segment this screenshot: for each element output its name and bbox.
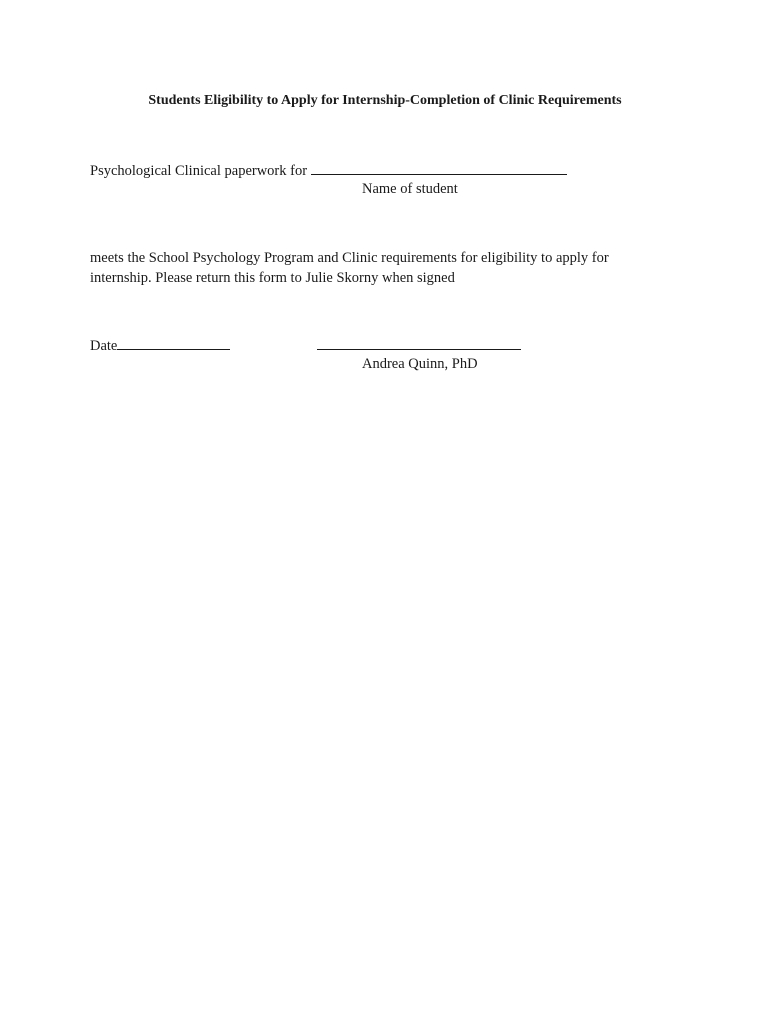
date-field[interactable]	[117, 335, 230, 350]
eligibility-statement	[90, 248, 650, 288]
student-name-field[interactable]	[311, 160, 567, 175]
student-name-caption: Name of student	[362, 181, 458, 197]
signer-caption: Andrea Quinn, PhD	[362, 356, 478, 372]
paperwork-line	[90, 160, 567, 180]
date-line	[90, 335, 230, 355]
document-title: Students Eligibility to Apply for Internship-Completion of Clinic Requirements	[148, 93, 622, 108]
paperwork-label: Psychological Clinical paperwork for	[90, 163, 308, 179]
signature-field[interactable]	[317, 349, 521, 350]
statement-line-2: internship. Please return this form to Julie Skorny when signed	[90, 270, 455, 286]
statement-line-1: meets the School Psychology Program and Clinic requirements for eligibility to apply for	[90, 250, 609, 266]
date-label: Date	[90, 338, 118, 354]
